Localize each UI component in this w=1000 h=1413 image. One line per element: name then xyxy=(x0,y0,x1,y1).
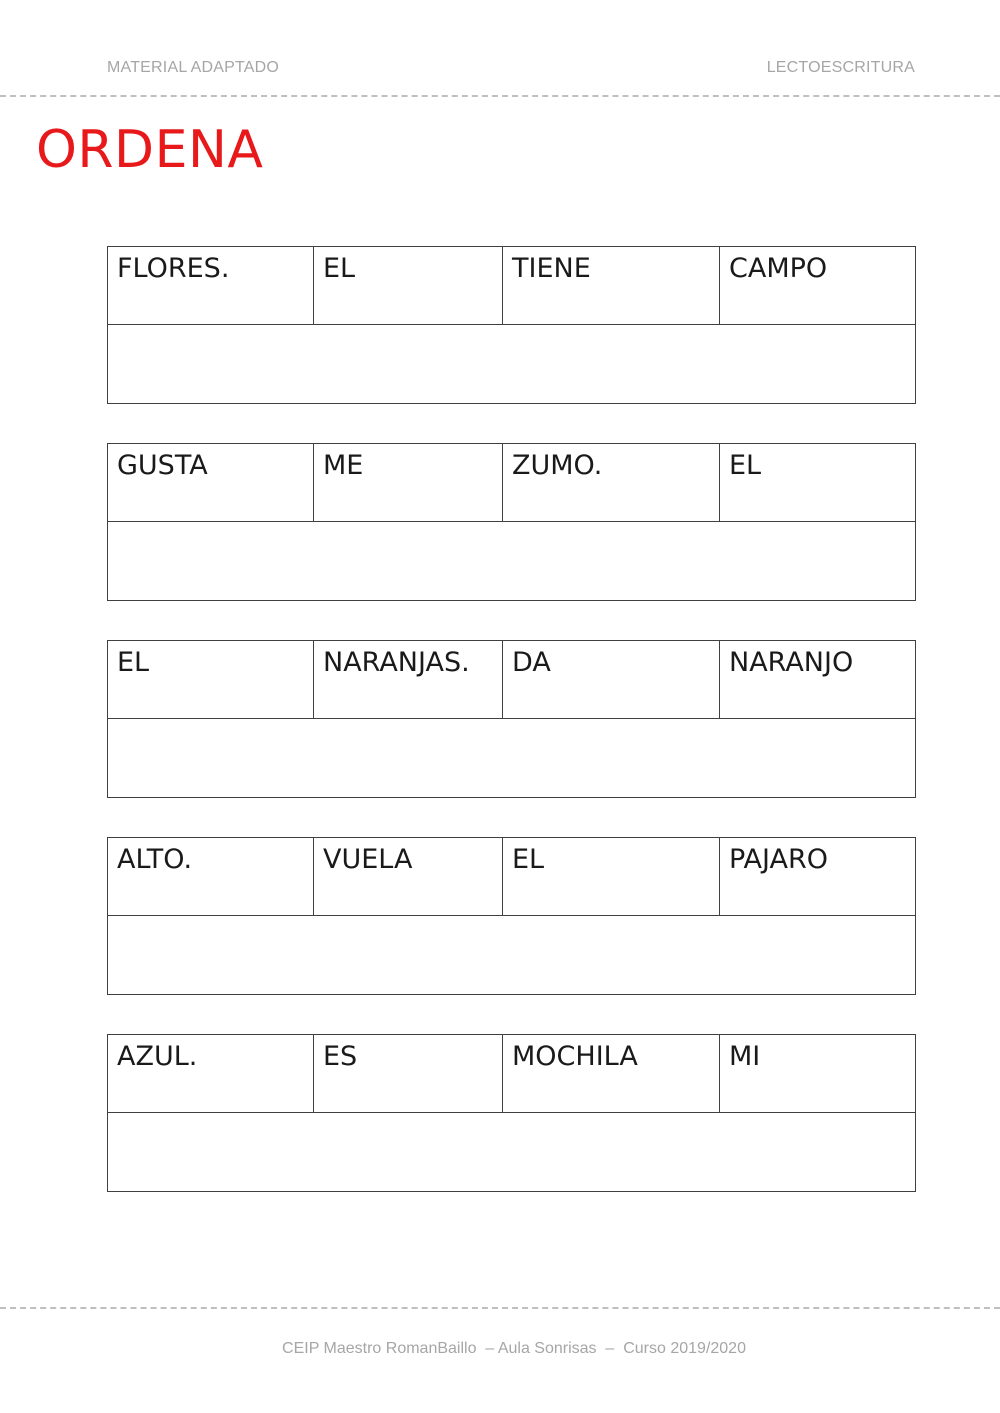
exercise-table xyxy=(107,837,916,995)
word-cell: ZUMO. xyxy=(503,444,720,521)
word-cell: EL xyxy=(108,641,314,718)
page-title: ORDENA xyxy=(36,120,264,180)
answer-area[interactable] xyxy=(108,1113,915,1191)
word-row xyxy=(108,641,915,719)
exercise-table xyxy=(107,443,916,601)
word-row xyxy=(108,444,915,522)
word-row xyxy=(108,838,915,916)
exercise-table xyxy=(107,640,916,798)
word-cell: GUSTA xyxy=(108,444,314,521)
word-cell: MI xyxy=(729,1041,761,1072)
header-right-label: LECTOESCRITURA xyxy=(766,59,915,76)
header-divider xyxy=(0,95,1000,97)
exercise-table xyxy=(107,246,916,404)
word-cell: AZUL. xyxy=(108,1035,314,1112)
word-cell: FLORES. xyxy=(108,247,314,324)
answer-area[interactable] xyxy=(108,522,915,600)
word-cell: ES xyxy=(314,1035,503,1112)
word-row xyxy=(108,1035,915,1113)
word-cell: TIENE xyxy=(503,247,720,324)
word-cell: EL xyxy=(729,450,762,481)
word-cell: ALTO. xyxy=(108,838,314,915)
answer-area[interactable] xyxy=(108,916,915,994)
word-cell: ME xyxy=(314,444,503,521)
footer-text: CEIP Maestro RomanBaillo – Aula Sonrisas – Curso 2019/2020 xyxy=(282,1340,746,1357)
word-cell: EL xyxy=(314,247,503,324)
word-cell: CAMPO xyxy=(729,253,828,284)
footer-divider xyxy=(0,1307,1000,1309)
word-cell: PAJARO xyxy=(729,844,828,875)
answer-area[interactable] xyxy=(108,719,915,797)
header-left-label: MATERIAL ADAPTADO xyxy=(107,59,280,76)
word-cell: EL xyxy=(503,838,720,915)
word-cell: NARANJO xyxy=(729,647,854,678)
word-cell: MOCHILA xyxy=(503,1035,720,1112)
word-cell: DA xyxy=(503,641,720,718)
word-cell: VUELA xyxy=(314,838,503,915)
answer-area[interactable] xyxy=(108,325,915,403)
exercise-table xyxy=(107,1034,916,1192)
word-cell: NARANJAS. xyxy=(314,641,503,718)
word-row xyxy=(108,247,915,325)
